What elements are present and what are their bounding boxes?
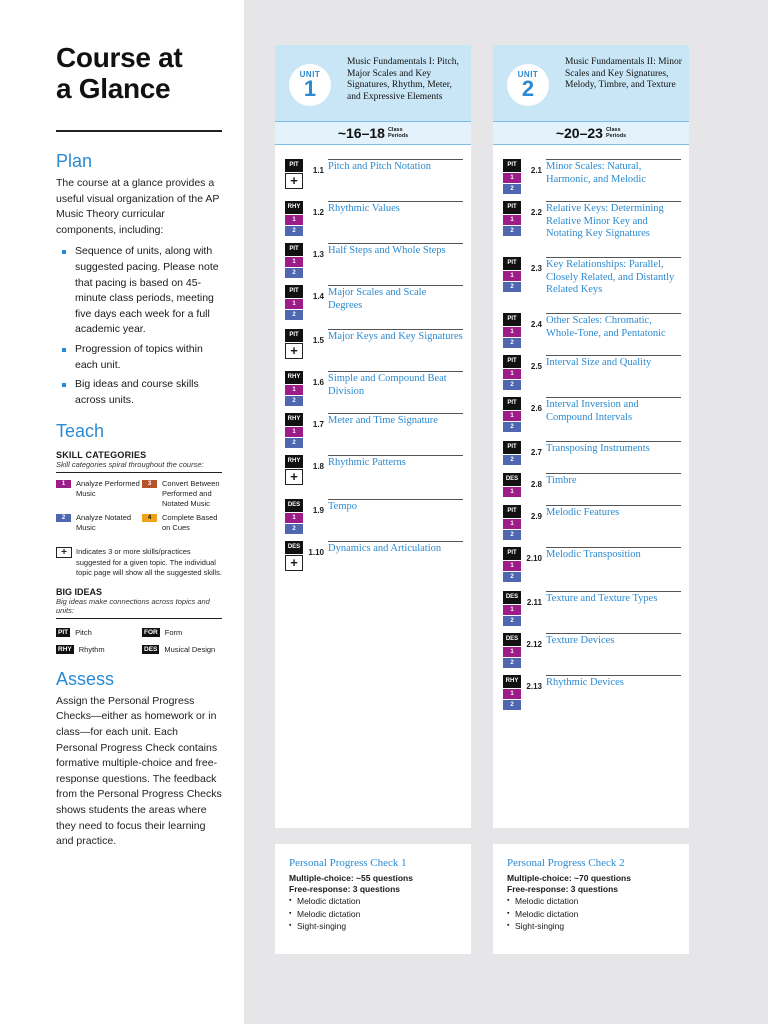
topic-number: 2.12 <box>526 640 542 649</box>
topic-row <box>503 547 681 591</box>
teach-heading: Teach <box>56 421 105 442</box>
topic-badges <box>503 355 521 397</box>
plus-note <box>56 547 222 579</box>
skill-legend <box>56 479 222 533</box>
unit-header <box>275 45 471 121</box>
page-title-line1: Course at <box>56 42 183 73</box>
unit-1-column <box>275 45 471 828</box>
skill-badge: 1 <box>503 605 521 615</box>
big-idea-tag: RHY <box>285 413 303 426</box>
pacing-unit-line2: Periods <box>387 133 409 139</box>
skill-badge: 2 <box>285 310 303 320</box>
skill-badge: 1 <box>503 561 521 571</box>
topic-badges <box>503 201 521 257</box>
topic-row <box>503 633 681 675</box>
skill-categories-intro: Skill categories spiral throughout the course: <box>56 460 222 473</box>
progress-check-item: ▪ Melodic dictation <box>289 908 457 921</box>
topic-title: Tempo <box>328 499 463 541</box>
topic-title: Half Steps and Whole Steps <box>328 243 463 285</box>
topic-row <box>503 355 681 397</box>
skill-badge: 2 <box>503 422 521 432</box>
plus-icon: + <box>285 555 303 571</box>
big-idea-tag: RHY <box>285 371 303 384</box>
skill-label: Analyze Notated Music <box>76 513 132 533</box>
topic-number: 1.2 <box>312 208 324 217</box>
topic-badges <box>503 633 521 675</box>
progress-check-title: Personal Progress Check 2 <box>507 857 625 869</box>
big-idea-label: Pitch <box>75 627 92 637</box>
topic-row <box>285 413 463 455</box>
big-ideas-heading: BIG IDEAS <box>56 586 103 597</box>
plus-icon: + <box>285 469 303 485</box>
skill-badge: 2 <box>503 226 521 236</box>
big-idea-tag: PIT <box>503 159 521 172</box>
topic-number: 1.9 <box>312 506 324 515</box>
skill-badge: 2 <box>285 396 303 406</box>
big-idea-tag: DES <box>503 633 521 646</box>
title-divider <box>56 130 222 132</box>
skill-badge: 1 <box>503 327 521 337</box>
skill-label: Complete Based on Cues <box>162 513 218 533</box>
skill-badge: 1 <box>503 369 521 379</box>
progress-check-mc: Multiple-choice: ~70 questions <box>507 873 631 883</box>
skill-legend-item <box>142 479 222 509</box>
topic-row <box>285 499 463 541</box>
plan-bullet-list <box>56 244 222 408</box>
topic-row <box>285 201 463 243</box>
unit-number: 2 <box>521 76 535 101</box>
skill-badge: 1 <box>503 689 521 699</box>
topic-badges <box>285 455 303 499</box>
big-idea-tag: PIT <box>503 257 521 270</box>
skill-badge: 2 <box>503 572 521 582</box>
big-idea-tag: PIT <box>285 243 303 256</box>
skill-legend-item <box>56 513 142 533</box>
skill-badge: 2 <box>503 530 521 540</box>
skill-badge: 1 <box>503 215 521 225</box>
plan-bullet: Big ideas and course skills across units. <box>56 377 222 408</box>
topic-badges <box>503 313 521 355</box>
pacing-unit <box>606 127 626 139</box>
unit-title: Music Fundamentals I: Pitch, Major Scales and Key Signatures, Rhythm, Meter, and Expressive Elements <box>347 57 459 102</box>
plus-icon: + <box>285 343 303 359</box>
topic-badges <box>285 159 303 201</box>
topic-row <box>503 441 681 473</box>
skill-label: Analyze Performed Music <box>76 479 140 499</box>
progress-check-title: Personal Progress Check 1 <box>289 857 407 869</box>
topic-badges <box>503 257 521 313</box>
topic-title: Major Scales and Scale Degrees <box>328 285 463 329</box>
topic-row <box>285 159 463 201</box>
pacing-value: ~16–18 <box>337 125 385 141</box>
topic-title: Simple and Compound Beat Division <box>328 371 463 413</box>
topic-title: Other Scales: Chromatic, Whole-Tone, and Pentatonic <box>546 313 681 355</box>
progress-check-item: ▪ Sight-singing <box>289 920 457 933</box>
unit-header <box>493 45 689 121</box>
skill-badge: 2 <box>503 616 521 626</box>
big-idea-tag: DES <box>503 473 521 486</box>
topic-number: 1.5 <box>312 336 324 345</box>
topic-title: Rhythmic Patterns <box>328 455 463 499</box>
topic-number: 2.1 <box>530 166 542 175</box>
topic-title: Texture Devices <box>546 633 681 675</box>
topic-row <box>285 371 463 413</box>
topic-title: Meter and Time Signature <box>328 413 463 455</box>
skill-badge: 1 <box>285 257 303 267</box>
page-title <box>56 42 222 104</box>
unit-number: 1 <box>303 76 317 101</box>
topic-number: 1.8 <box>312 462 324 471</box>
big-idea-tag: PIT <box>503 441 521 454</box>
big-idea-label: Form <box>164 627 183 637</box>
topic-title: Dynamics and Articulation <box>328 541 463 583</box>
plus-icon: + <box>285 173 303 189</box>
big-idea-tag: DES <box>285 499 303 512</box>
big-idea-tag: RHY <box>503 675 521 688</box>
unit-badge <box>289 64 331 106</box>
big-ideas-intro: Big ideas make connections across topics and units: <box>56 597 222 619</box>
topic-number: 2.3 <box>530 264 542 273</box>
topic-title: Melodic Transposition <box>546 547 681 591</box>
skill-badge: 1 <box>503 411 521 421</box>
topic-row <box>503 505 681 547</box>
skill-badge: 1 <box>503 271 521 281</box>
big-idea-tag: FOR <box>144 628 158 636</box>
big-idea-tag: DES <box>144 645 158 653</box>
topic-badges <box>285 541 303 583</box>
topic-number: 2.11 <box>526 598 542 607</box>
big-idea-item <box>56 645 142 654</box>
progress-check-items <box>289 895 457 933</box>
topic-title: Relative Keys: Determining Relative Minor Key and Notating Key Signatures <box>546 201 681 257</box>
skill-badge: 2 <box>503 455 521 465</box>
skill-categories-heading: SKILL CATEGORIES <box>56 450 147 461</box>
topic-row <box>503 257 681 313</box>
skill-badge: 2 <box>503 658 521 668</box>
big-idea-tag: RHY <box>285 455 303 468</box>
big-idea-tag: DES <box>285 541 303 554</box>
skill-badge: 2 <box>503 380 521 390</box>
progress-check-items <box>507 895 675 933</box>
unit-pacing <box>275 121 471 145</box>
skill-badge: 1 <box>285 513 303 523</box>
plus-icon: + <box>56 547 72 558</box>
skill-badge: 4 <box>142 514 157 522</box>
progress-check-item: ▪ Melodic dictation <box>507 895 675 908</box>
skill-badge: 1 <box>285 215 303 225</box>
big-ideas-legend <box>56 628 222 654</box>
topic-number: 2.7 <box>530 448 542 457</box>
skill-badge: 1 <box>56 480 71 488</box>
big-idea-tag: PIT <box>285 159 303 172</box>
big-idea-tag: PIT <box>503 313 521 326</box>
topic-number: 1.7 <box>312 420 324 429</box>
topic-badges <box>503 591 521 633</box>
pacing-unit-line1: Class <box>387 127 403 133</box>
topic-number: 1.3 <box>312 250 324 259</box>
topic-title: Interval Size and Quality <box>546 355 681 397</box>
topic-title: Rhythmic Devices <box>546 675 681 717</box>
skill-badge: 2 <box>285 438 303 448</box>
skill-label: Convert Between Performed and Notated Music <box>162 479 220 509</box>
topic-list <box>275 145 471 583</box>
topic-number: 2.10 <box>526 554 542 563</box>
topic-title: Texture and Texture Types <box>546 591 681 633</box>
plan-intro: The course at a glance provides a useful visual organization of the AP Music Theory curricular components, including: <box>56 177 220 236</box>
skill-badge: 2 <box>503 184 521 194</box>
topic-number: 1.6 <box>312 378 324 387</box>
unit-pacing <box>493 121 689 145</box>
topic-list <box>493 145 689 717</box>
skill-badge: 2 <box>285 226 303 236</box>
topic-row <box>503 397 681 441</box>
assess-text: Assign the Personal Progress Checks—either as homework or in class—for each unit. Each Personal Progress Check contains formative multiple-choice and free-response questions. The feedback from the Personal Progress Checks shows students the areas where they need to focus their learning and practice. <box>56 694 222 848</box>
skill-legend-item <box>56 479 142 509</box>
pacing-unit-line1: Class <box>605 127 621 133</box>
topic-row <box>285 541 463 583</box>
topic-row <box>503 201 681 257</box>
topic-badges <box>285 329 303 371</box>
skill-legend-item <box>142 513 222 533</box>
topic-row <box>503 675 681 717</box>
progress-check-item: ▪ Sight-singing <box>507 920 675 933</box>
topic-title: Timbre <box>546 473 681 505</box>
topic-row <box>503 313 681 355</box>
unit-label: UNIT <box>299 70 321 79</box>
skill-badge: 2 <box>503 700 521 710</box>
topic-number: 2.9 <box>530 512 542 521</box>
big-idea-item <box>142 628 222 637</box>
pacing-unit-line2: Periods <box>605 133 627 139</box>
topic-badges <box>503 159 521 201</box>
skill-badge: 2 <box>503 282 521 292</box>
topic-badges <box>285 499 303 541</box>
big-idea-item <box>56 628 142 637</box>
topic-title: Major Keys and Key Signatures <box>328 329 463 371</box>
topic-badges <box>503 473 521 505</box>
topic-title: Rhythmic Values <box>328 201 463 243</box>
pacing-value: ~20–23 <box>555 125 603 141</box>
big-idea-tag: PIT <box>503 505 521 518</box>
big-idea-tag: PIT <box>285 285 303 298</box>
big-idea-item <box>142 645 222 654</box>
topic-badges <box>503 505 521 547</box>
topic-title: Melodic Features <box>546 505 681 547</box>
topic-row <box>503 591 681 633</box>
topic-badges <box>285 285 303 329</box>
topic-badges <box>503 441 521 473</box>
plan-bullet: Sequence of units, along with suggested pacing. Please note that pacing is based on 45-minute class periods, meeting five days each week for a full academic year. <box>56 244 222 338</box>
sidebar <box>0 0 244 1024</box>
progress-check-mc: Multiple-choice: ~55 questions <box>289 873 413 883</box>
big-idea-tag: PIT <box>503 201 521 214</box>
plan-bullet: Progression of topics within each unit. <box>56 342 222 373</box>
big-idea-tag: PIT <box>503 397 521 410</box>
topic-title: Interval Inversion and Compound Intervals <box>546 397 681 441</box>
topic-row <box>285 243 463 285</box>
big-idea-label: Rhythm <box>78 644 105 654</box>
topic-number: 1.1 <box>312 166 324 175</box>
skill-badge: 2 <box>285 268 303 278</box>
unit-2-column <box>493 45 689 828</box>
skill-badge: 2 <box>285 524 303 534</box>
progress-check-item: ▪ Melodic dictation <box>289 895 457 908</box>
topic-row <box>285 285 463 329</box>
topic-row <box>285 455 463 499</box>
progress-check-2 <box>493 844 689 954</box>
topic-title: Pitch and Pitch Notation <box>328 159 463 201</box>
page-title-line2: a Glance <box>56 73 171 104</box>
skill-badge: 1 <box>285 385 303 395</box>
topic-title: Minor Scales: Natural, Harmonic, and Melodic <box>546 159 681 201</box>
skill-badge: 1 <box>285 427 303 437</box>
big-idea-label: Musical Design <box>164 644 216 654</box>
skill-badge: 3 <box>142 480 157 488</box>
topic-badges <box>503 675 521 717</box>
topic-title: Transposing Instruments <box>546 441 681 473</box>
topic-number: 1.4 <box>312 292 324 301</box>
topic-number: 1.10 <box>308 548 324 557</box>
topic-number: 2.2 <box>530 208 542 217</box>
topic-title: Key Relationships: Parallel, Closely Related, and Distantly Related Keys <box>546 257 681 313</box>
big-idea-tag: PIT <box>58 628 69 636</box>
topic-row <box>285 329 463 371</box>
big-idea-tag: RHY <box>58 645 72 653</box>
big-idea-tag: DES <box>503 591 521 604</box>
topic-row <box>503 473 681 505</box>
progress-check-1 <box>275 844 471 954</box>
skill-badge: 1 <box>503 173 521 183</box>
skill-badge: 1 <box>503 519 521 529</box>
topic-number: 2.8 <box>530 480 542 489</box>
skill-badge: 1 <box>503 647 521 657</box>
skill-badge: 2 <box>503 338 521 348</box>
big-idea-tag: RHY <box>285 201 303 214</box>
topic-badges <box>285 243 303 285</box>
topic-badges <box>503 397 521 441</box>
unit-badge <box>507 64 549 106</box>
plus-note-text: Indicates 3 or more skills/practices suggested for a given topic. The individual topic page will show all the suggested skills. <box>76 547 222 578</box>
progress-check-item: ▪ Melodic dictation <box>507 908 675 921</box>
topic-number: 2.13 <box>526 682 542 691</box>
progress-check-fr: Free-response: 3 questions <box>289 884 401 894</box>
unit-label: UNIT <box>517 70 539 79</box>
skill-badge: 1 <box>503 487 521 497</box>
big-idea-tag: PIT <box>503 355 521 368</box>
topic-number: 2.6 <box>530 404 542 413</box>
unit-title: Music Fundamentals II: Minor Scales and Key Signatures, Melody, Timbre, and Texture <box>565 57 682 90</box>
progress-check-fr: Free-response: 3 questions <box>507 884 619 894</box>
pacing-unit <box>388 127 408 139</box>
skill-badge: 1 <box>285 299 303 309</box>
topic-row <box>503 159 681 201</box>
skill-badge: 2 <box>56 514 71 522</box>
assess-heading: Assess <box>56 668 115 689</box>
topic-badges <box>285 201 303 243</box>
topic-badges <box>285 413 303 455</box>
big-idea-tag: PIT <box>503 547 521 560</box>
plan-heading: Plan <box>56 151 93 171</box>
topic-badges <box>503 547 521 591</box>
big-idea-tag: PIT <box>285 329 303 342</box>
topic-badges <box>285 371 303 413</box>
topic-number: 2.5 <box>530 362 542 371</box>
topic-number: 2.4 <box>530 320 542 329</box>
